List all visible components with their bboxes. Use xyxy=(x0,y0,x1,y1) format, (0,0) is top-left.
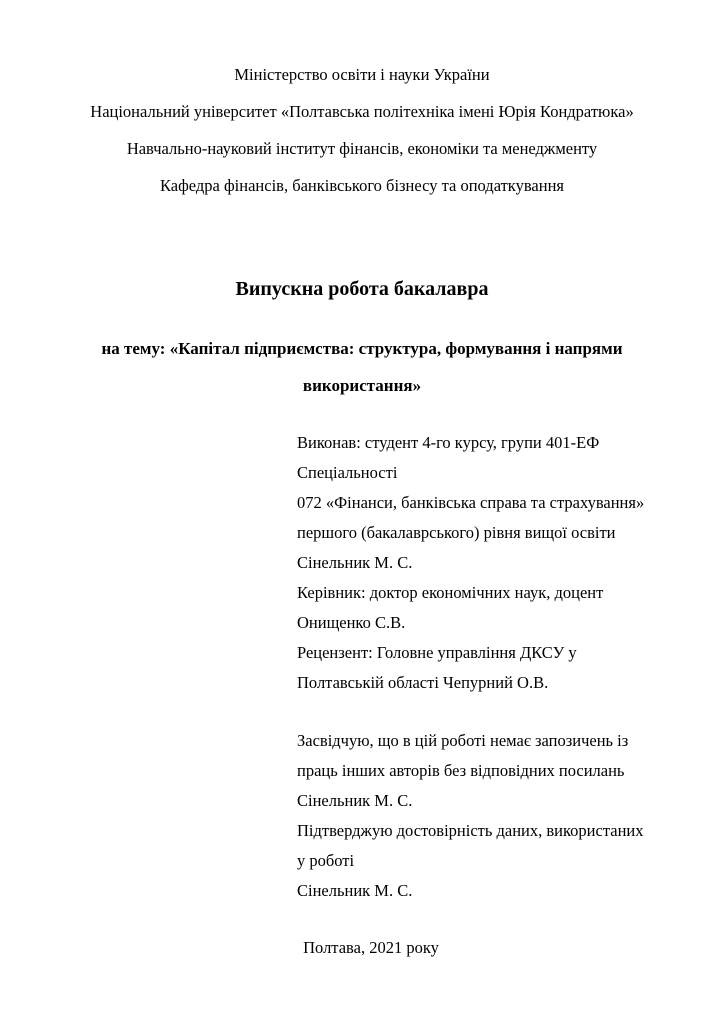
declaration-line: Підтверджую достовірність даних, використаних xyxy=(297,821,644,840)
speciality-label-line: Спеціальності xyxy=(297,463,398,482)
thesis-topic-line: на тему: «Капітал підприємства: структура, формування і напрями xyxy=(101,339,623,358)
supervisor-name-line: Онищенко С.В. xyxy=(297,613,406,632)
university-line: Національний університет «Полтавська політехніка імені Юрія Кондратюка» xyxy=(90,102,634,121)
declaration-line: Засвідчую, що в цій роботі немає запозичень із xyxy=(297,731,629,750)
institute-line: Навчально-науковий інститут фінансів, економіки та менеджменту xyxy=(126,139,598,158)
reviewer-line: Рецензент: Головне управління ДКСУ у xyxy=(297,643,577,662)
declaration-signature-line: Сінельник М. С. xyxy=(297,791,413,810)
degree-level-line: першого (бакалаврського) рівня вищої освіти xyxy=(297,523,616,542)
supervisor-line: Керівник: доктор економічних наук, доцент xyxy=(297,583,604,602)
institution-header xyxy=(0,56,724,204)
footer-location-year: Полтава, 2021 року xyxy=(303,938,439,957)
ministry-line: Міністерство освіти і науки України xyxy=(234,65,490,84)
declaration-signature-line: Сінельник М. С. xyxy=(297,881,413,900)
speciality-code-line: 072 «Фінанси, банківська справа та страхування» xyxy=(297,493,645,512)
student-line: Виконав: студент 4-го курсу, групи 401-ЕФ xyxy=(297,433,600,452)
department-line: Кафедра фінансів, банківського бізнесу та оподаткування xyxy=(159,176,564,195)
reviewer-name-line: Полтавській області Чепурний О.В. xyxy=(297,673,549,692)
declaration-line: у роботі xyxy=(297,851,355,870)
thesis-topic xyxy=(40,330,684,404)
credentials-block xyxy=(297,428,698,698)
thesis-topic-line: використання» xyxy=(302,376,422,395)
student-name-line: Сінельник М. С. xyxy=(297,553,413,572)
declaration-line: праць інших авторів без відповідних посилань xyxy=(297,761,625,780)
declaration-block xyxy=(297,726,698,906)
document-title: Випускна робота бакалавра xyxy=(235,278,489,300)
